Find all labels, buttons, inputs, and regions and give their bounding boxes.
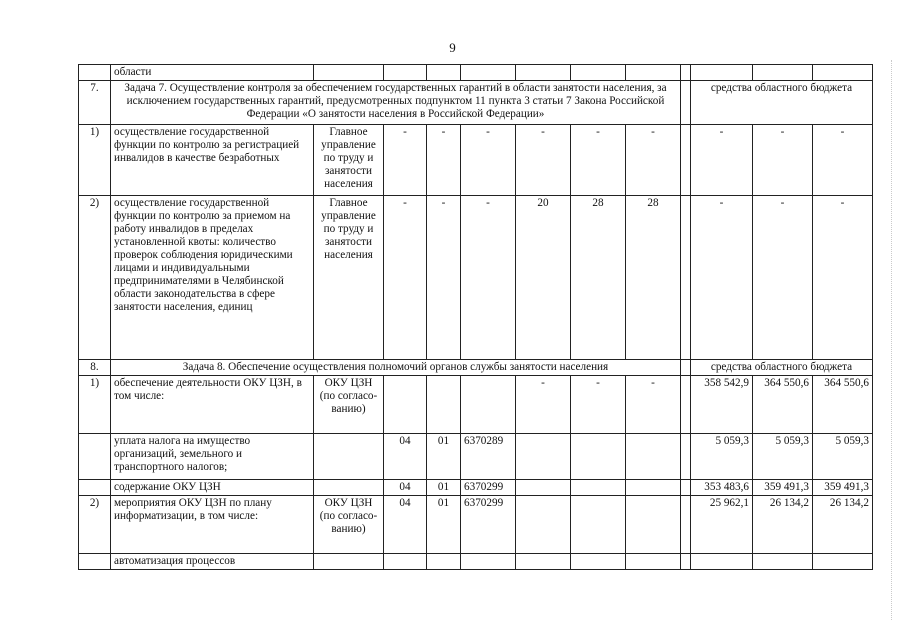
cell-name: обеспечение деятельности ОКУ ЦЗН, в том числе: — [111, 376, 314, 434]
cell-name: осуществление государственной функции по контролю за регистрацией инвалидов в качестве безработных — [111, 125, 314, 196]
cell-num — [79, 480, 111, 496]
table-row — [79, 496, 873, 554]
cell-name: области — [111, 65, 314, 81]
cell-executor: ОКУ ЦЗН (по согласо-ванию) — [314, 496, 384, 554]
cell-funding: 5 059,3 — [813, 434, 873, 480]
funding-source: средства областного бюджета — [691, 81, 873, 125]
cell-num — [79, 65, 111, 81]
cell-num: 8. — [79, 360, 111, 376]
table-row — [79, 125, 873, 196]
table-row — [79, 376, 873, 434]
cell-value: - — [384, 125, 427, 196]
cell-num: 7. — [79, 81, 111, 125]
cell-funding: 25 962,1 — [691, 496, 753, 554]
cell-value: - — [571, 125, 626, 196]
cell-funding: - — [691, 196, 753, 360]
cell-num: 2) — [79, 496, 111, 554]
cell-funding: 5 059,3 — [691, 434, 753, 480]
cell-value: - — [427, 196, 461, 360]
page-number: 9 — [449, 40, 456, 55]
cell-funding: - — [813, 196, 873, 360]
cell-code: 6370299 — [461, 480, 516, 496]
cell-value: - — [461, 196, 516, 360]
table-row-task-7 — [79, 81, 873, 125]
cell-num — [79, 434, 111, 480]
table-row — [79, 196, 873, 360]
cell-funding: - — [813, 125, 873, 196]
cell-funding: 359 491,3 — [753, 480, 813, 496]
cell-executor: Главное управление по труду и занятости населения — [314, 125, 384, 196]
cell-num: 1) — [79, 125, 111, 196]
cell-funding: 359 491,3 — [813, 480, 873, 496]
cell-code: 04 — [384, 480, 427, 496]
cell-funding: 5 059,3 — [753, 434, 813, 480]
cell-code: 04 — [384, 434, 427, 480]
table-row-task-8 — [79, 360, 873, 376]
cell-value: - — [626, 376, 681, 434]
cell-value: 20 — [516, 196, 571, 360]
cell-name: осуществление государственной функции по контролю за приемом на работу инвалидов в пределах установленной квоты: количество проверок соблюдения юридическими лицами и индивидуальными предпринимателями в Челябинской области законодательства в сфере занятости населения, единиц — [111, 196, 314, 360]
cell-value: - — [427, 125, 461, 196]
task-heading: Задача 8. Обеспечение осуществления полномочий органов службы занятости населения — [111, 360, 681, 376]
cell-value: - — [571, 376, 626, 434]
cell-value: - — [461, 125, 516, 196]
cell-funding: - — [753, 125, 813, 196]
cell-value: - — [516, 125, 571, 196]
scan-edge-marks — [891, 60, 898, 620]
cell-name: уплата налога на имущество организаций, земельного и транспортного налогов; — [111, 434, 314, 480]
cell-code: 6370299 — [461, 496, 516, 554]
cell-executor: Главное управление по труду и занятости населения — [314, 196, 384, 360]
cell-funding: - — [691, 125, 753, 196]
cell-funding: 364 550,6 — [753, 376, 813, 434]
cell-name: автоматизация процессов — [111, 554, 314, 570]
cell-value: - — [516, 376, 571, 434]
cell-funding: 353 483,6 — [691, 480, 753, 496]
cell-num: 1) — [79, 376, 111, 434]
cell-code: 01 — [427, 480, 461, 496]
cell-num: 2) — [79, 196, 111, 360]
cell-value: 28 — [571, 196, 626, 360]
cell-value: - — [384, 196, 427, 360]
cell-code: 04 — [384, 496, 427, 554]
cell-value: 28 — [626, 196, 681, 360]
cell-funding: 26 134,2 — [813, 496, 873, 554]
cell-code: 01 — [427, 434, 461, 480]
funding-source: средства областного бюджета — [691, 360, 873, 376]
table-row — [79, 554, 873, 570]
cell-num — [79, 554, 111, 570]
cell-code: 01 — [427, 496, 461, 554]
cell-value: - — [626, 125, 681, 196]
cell-funding: 364 550,6 — [813, 376, 873, 434]
cell-funding: 358 542,9 — [691, 376, 753, 434]
cell-funding: - — [753, 196, 813, 360]
cell-code: 6370289 — [461, 434, 516, 480]
table-row — [79, 434, 873, 480]
cell-name: мероприятия ОКУ ЦЗН по плану информатизации, в том числе: — [111, 496, 314, 554]
cell-funding: 26 134,2 — [753, 496, 813, 554]
table-row-carryover — [79, 65, 873, 81]
table-row — [79, 480, 873, 496]
cell-name: содержание ОКУ ЦЗН — [111, 480, 314, 496]
cell-executor: ОКУ ЦЗН (по согласо-ванию) — [314, 376, 384, 434]
task-heading: Задача 7. Осуществление контроля за обеспечением государственных гарантий в области занятости населения, за исключением государственных гарантий, предусмотренных подпунктом 11 пункта 3 статьи 7 Закона Российской Федерации «О занятости населения в Российской Федерации» — [111, 81, 681, 125]
program-table — [78, 64, 873, 570]
